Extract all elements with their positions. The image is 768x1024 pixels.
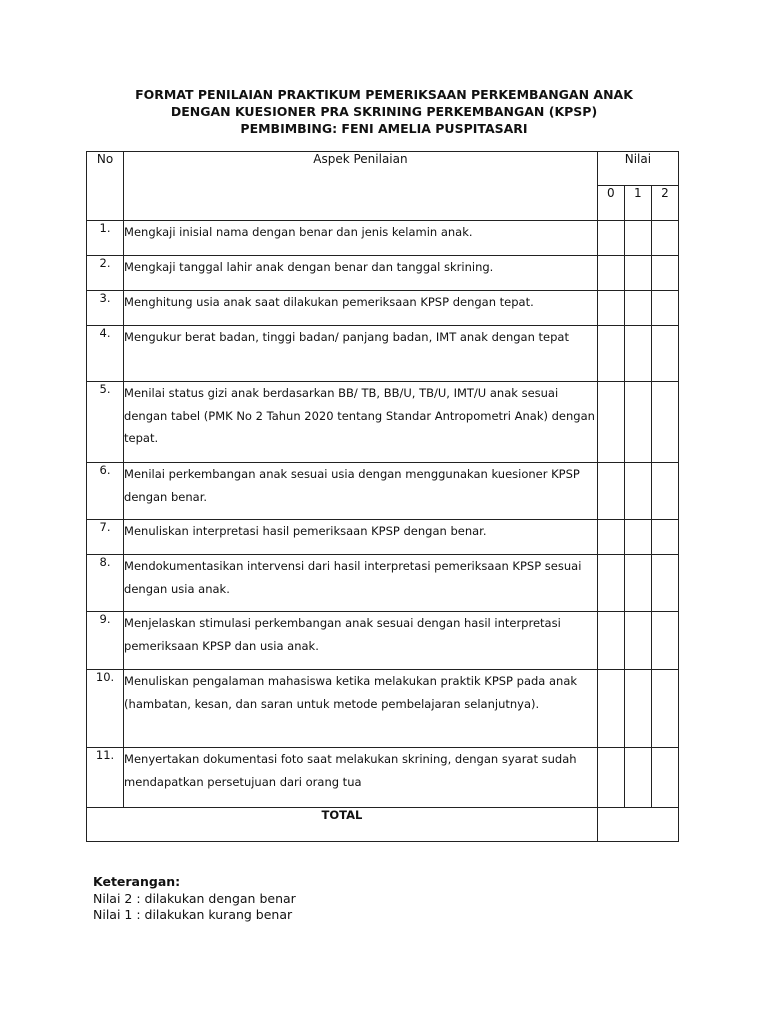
score-cell-0[interactable]: [597, 256, 624, 291]
table-row: [87, 326, 679, 382]
row-number: 1.: [87, 221, 124, 256]
table-row: [87, 612, 679, 670]
header-score-1: 1: [624, 186, 651, 221]
header-no: No: [87, 152, 124, 221]
score-cell-0[interactable]: [597, 612, 624, 670]
score-cell-2[interactable]: [651, 463, 678, 520]
row-aspect-text: Menuliskan interpretasi hasil pemeriksaan KPSP dengan benar.: [124, 520, 598, 555]
score-cell-0[interactable]: [597, 221, 624, 256]
row-aspect-text: Menyertakan dokumentasi foto saat melakukan skrining, dengan syarat sudah mendapatkan persetujuan dari orang tua: [124, 748, 598, 808]
table-row: [87, 221, 679, 256]
table-row: [87, 382, 679, 463]
legend-title: Keterangan:: [93, 874, 181, 889]
row-number: 6.: [87, 463, 124, 520]
row-aspect-text: Mengkaji tanggal lahir anak dengan benar dan tanggal skrining.: [124, 256, 598, 291]
row-number: 2.: [87, 256, 124, 291]
score-cell-2[interactable]: [651, 326, 678, 382]
row-aspect-text: Mengkaji inisial nama dengan benar dan jenis kelamin anak.: [124, 221, 598, 256]
score-cell-0[interactable]: [597, 520, 624, 555]
header-aspek-penilaian: Aspek Penilaian: [124, 152, 598, 221]
header-score-2: 2: [651, 186, 678, 221]
score-cell-1[interactable]: [624, 748, 651, 808]
table-row: [87, 748, 679, 808]
title-line-1: FORMAT PENILAIAN PRAKTIKUM PEMERIKSAAN PERKEMBANGAN ANAK: [135, 87, 633, 102]
header-score-0: 0: [597, 186, 624, 221]
legend-line-nilai-2: Nilai 2 : dilakukan dengan benar: [93, 890, 296, 906]
row-aspect-text: Menuliskan pengalaman mahasiswa ketika melakukan praktik KPSP pada anak (hambatan, kesan, dan saran untuk metode pembelajaran selanjutnya).: [124, 670, 598, 748]
score-cell-1[interactable]: [624, 463, 651, 520]
legend: [93, 874, 296, 924]
score-cell-0[interactable]: [597, 670, 624, 748]
score-cell-1[interactable]: [624, 612, 651, 670]
score-cell-0[interactable]: [597, 463, 624, 520]
table-row: [87, 463, 679, 520]
score-cell-2[interactable]: [651, 291, 678, 326]
total-value-cell[interactable]: [597, 808, 678, 842]
table-row: [87, 670, 679, 748]
score-cell-0[interactable]: [597, 382, 624, 463]
row-aspect-text: Menilai status gizi anak berdasarkan BB/ TB, BB/U, TB/U, IMT/U anak sesuai dengan tabel (PMK No 2 Tahun 2020 tentang Standar Antropometri Anak) dengan tepat.: [124, 382, 598, 463]
row-aspect-text: Menjelaskan stimulasi perkembangan anak sesuai dengan hasil interpretasi pemeriksaan KPSP dan usia anak.: [124, 612, 598, 670]
score-cell-1[interactable]: [624, 221, 651, 256]
total-row: [87, 808, 679, 842]
row-aspect-text: Menghitung usia anak saat dilakukan pemeriksaan KPSP dengan tepat.: [124, 291, 598, 326]
score-cell-2[interactable]: [651, 382, 678, 463]
header-nilai: Nilai: [597, 152, 678, 186]
score-cell-1[interactable]: [624, 382, 651, 463]
row-number: 7.: [87, 520, 124, 555]
score-cell-1[interactable]: [624, 555, 651, 612]
assessment-table: [86, 151, 679, 842]
score-cell-1[interactable]: [624, 326, 651, 382]
score-cell-0[interactable]: [597, 291, 624, 326]
table-row: [87, 555, 679, 612]
row-aspect-text: Menilai perkembangan anak sesuai usia dengan menggunakan kuesioner KPSP dengan benar.: [124, 463, 598, 520]
row-number: 4.: [87, 326, 124, 382]
score-cell-1[interactable]: [624, 520, 651, 555]
row-aspect-text: Mendokumentasikan intervensi dari hasil interpretasi pemeriksaan KPSP sesuai dengan usia anak.: [124, 555, 598, 612]
legend-line-nilai-1: Nilai 1 : dilakukan kurang benar: [93, 907, 293, 922]
score-cell-0[interactable]: [597, 326, 624, 382]
score-cell-2[interactable]: [651, 256, 678, 291]
title-line-2: DENGAN KUESIONER PRA SKRINING PERKEMBANGAN (KPSP): [170, 104, 598, 119]
row-number: 5.: [87, 382, 124, 463]
score-cell-2[interactable]: [651, 612, 678, 670]
table-row: [87, 291, 679, 326]
score-cell-0[interactable]: [597, 555, 624, 612]
score-cell-1[interactable]: [624, 256, 651, 291]
score-cell-2[interactable]: [651, 670, 678, 748]
score-cell-2[interactable]: [651, 221, 678, 256]
title-line-3: PEMBIMBING: FENI AMELIA PUSPITASARI: [240, 121, 528, 136]
score-cell-2[interactable]: [651, 748, 678, 808]
row-number: 8.: [87, 555, 124, 612]
score-cell-2[interactable]: [651, 555, 678, 612]
row-aspect-text: Mengukur berat badan, tinggi badan/ panjang badan, IMT anak dengan tepat: [124, 326, 598, 382]
score-cell-0[interactable]: [597, 748, 624, 808]
total-label: TOTAL: [87, 808, 598, 842]
row-number: 9.: [87, 612, 124, 670]
row-number: 3.: [87, 291, 124, 326]
score-cell-1[interactable]: [624, 291, 651, 326]
score-cell-2[interactable]: [651, 520, 678, 555]
row-number: 10.: [87, 670, 124, 748]
score-cell-1[interactable]: [624, 670, 651, 748]
row-number: 11.: [87, 748, 124, 808]
table-row: [87, 256, 679, 291]
table-row: [87, 520, 679, 555]
document-title: [0, 86, 768, 137]
